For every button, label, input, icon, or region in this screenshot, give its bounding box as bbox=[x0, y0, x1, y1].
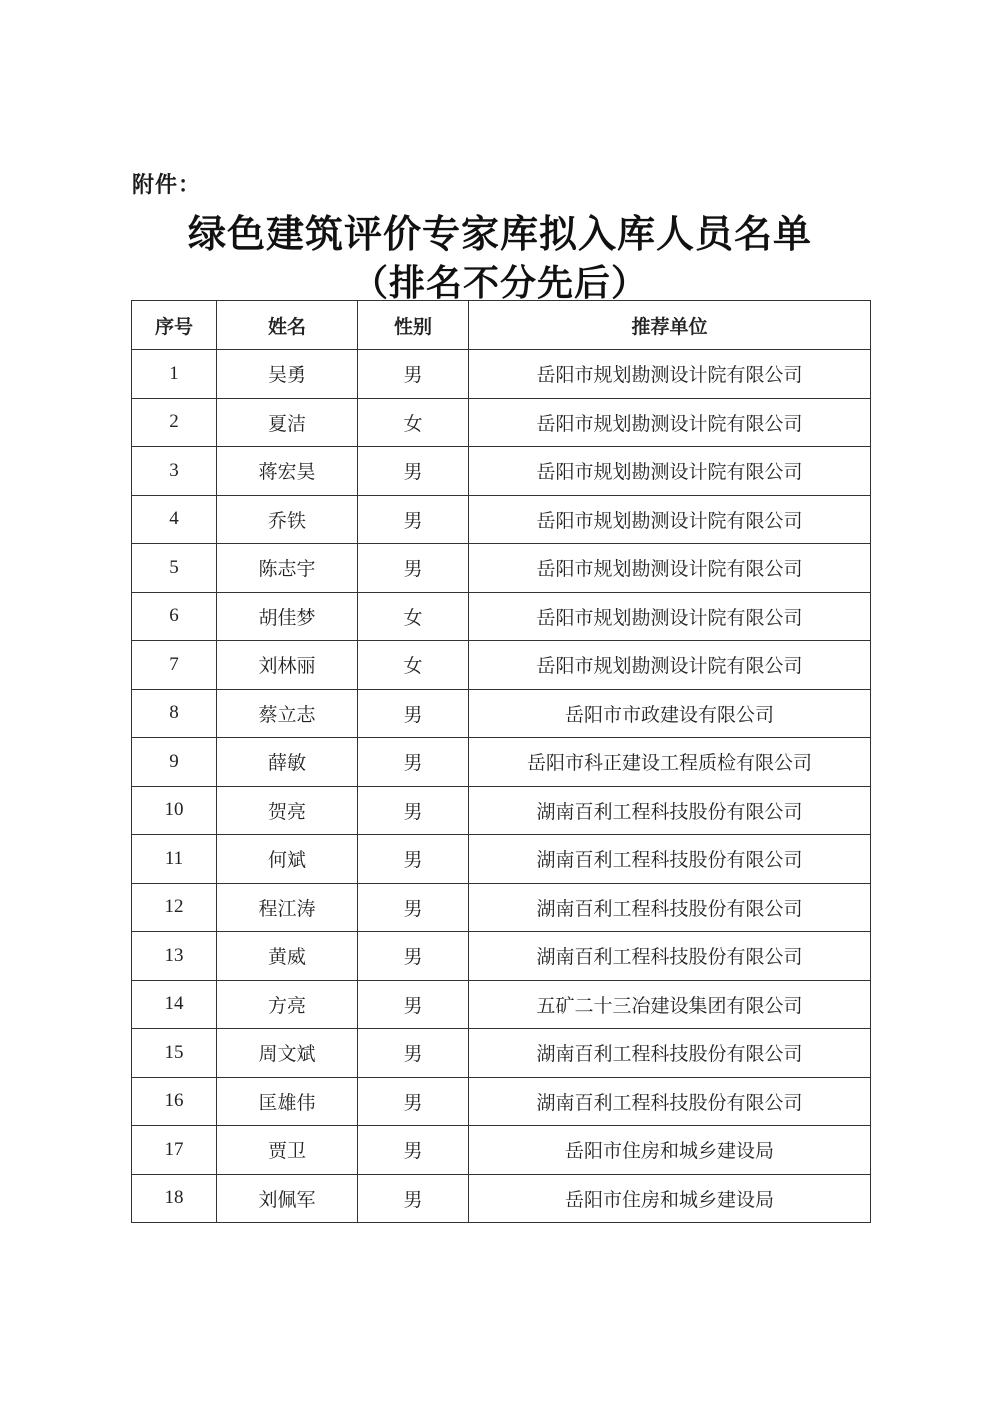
cell-serial-number: 14 bbox=[132, 980, 217, 1029]
table-row bbox=[132, 398, 871, 447]
cell-serial-number: 3 bbox=[132, 447, 217, 496]
cell-recommending-unit: 岳阳市市政建设有限公司 bbox=[469, 689, 871, 738]
cell-recommending-unit: 湖南百利工程科技股份有限公司 bbox=[469, 786, 871, 835]
cell-recommending-unit: 岳阳市规划勘测设计院有限公司 bbox=[469, 447, 871, 496]
cell-serial-number: 18 bbox=[132, 1174, 217, 1223]
cell-recommending-unit: 岳阳市规划勘测设计院有限公司 bbox=[469, 641, 871, 690]
cell-recommending-unit: 五矿二十三冶建设集团有限公司 bbox=[469, 980, 871, 1029]
document-title: 绿色建筑评价专家库拟入库人员名单 bbox=[187, 212, 812, 256]
cell-serial-number: 16 bbox=[132, 1077, 217, 1126]
table-row bbox=[132, 738, 871, 787]
cell-gender: 男 bbox=[358, 1174, 469, 1223]
table-row bbox=[132, 932, 871, 981]
table-row bbox=[132, 835, 871, 884]
cell-name: 方亮 bbox=[217, 980, 358, 1029]
cell-gender: 男 bbox=[358, 932, 469, 981]
cell-name: 黄威 bbox=[217, 932, 358, 981]
cell-serial-number: 6 bbox=[132, 592, 217, 641]
cell-recommending-unit: 湖南百利工程科技股份有限公司 bbox=[469, 1029, 871, 1078]
cell-name: 夏洁 bbox=[217, 398, 358, 447]
table-row bbox=[132, 350, 871, 399]
cell-name: 薛敏 bbox=[217, 738, 358, 787]
cell-gender: 男 bbox=[358, 350, 469, 399]
cell-gender: 男 bbox=[358, 835, 469, 884]
cell-gender: 男 bbox=[358, 1126, 469, 1175]
table-row bbox=[132, 592, 871, 641]
expert-roster-table bbox=[131, 300, 871, 1223]
table-row bbox=[132, 786, 871, 835]
header-recommending-unit: 推荐单位 bbox=[469, 301, 871, 350]
cell-serial-number: 17 bbox=[132, 1126, 217, 1175]
cell-name: 周文斌 bbox=[217, 1029, 358, 1078]
cell-serial-number: 11 bbox=[132, 835, 217, 884]
cell-recommending-unit: 岳阳市规划勘测设计院有限公司 bbox=[469, 495, 871, 544]
cell-serial-number: 10 bbox=[132, 786, 217, 835]
cell-name: 吴勇 bbox=[217, 350, 358, 399]
cell-gender: 男 bbox=[358, 786, 469, 835]
cell-serial-number: 1 bbox=[132, 350, 217, 399]
table-row bbox=[132, 1077, 871, 1126]
cell-serial-number: 9 bbox=[132, 738, 217, 787]
cell-recommending-unit: 湖南百利工程科技股份有限公司 bbox=[469, 1077, 871, 1126]
cell-gender: 女 bbox=[358, 641, 469, 690]
attachment-label: 附件： bbox=[132, 173, 202, 198]
cell-recommending-unit: 岳阳市科正建设工程质检有限公司 bbox=[469, 738, 871, 787]
cell-name: 贺亮 bbox=[217, 786, 358, 835]
cell-gender: 女 bbox=[358, 398, 469, 447]
cell-name: 贾卫 bbox=[217, 1126, 358, 1175]
table-row bbox=[132, 883, 871, 932]
cell-recommending-unit: 湖南百利工程科技股份有限公司 bbox=[469, 932, 871, 981]
cell-serial-number: 12 bbox=[132, 883, 217, 932]
cell-recommending-unit: 岳阳市住房和城乡建设局 bbox=[469, 1126, 871, 1175]
cell-name: 匡雄伟 bbox=[217, 1077, 358, 1126]
header-gender: 性别 bbox=[358, 301, 469, 350]
cell-recommending-unit: 岳阳市规划勘测设计院有限公司 bbox=[469, 544, 871, 593]
cell-gender: 男 bbox=[358, 495, 469, 544]
table-row bbox=[132, 447, 871, 496]
cell-recommending-unit: 湖南百利工程科技股份有限公司 bbox=[469, 883, 871, 932]
cell-serial-number: 8 bbox=[132, 689, 217, 738]
cell-gender: 男 bbox=[358, 544, 469, 593]
cell-name: 蒋宏昊 bbox=[217, 447, 358, 496]
document-subtitle: （排名不分先后） bbox=[351, 263, 648, 304]
header-name: 姓名 bbox=[217, 301, 358, 350]
cell-gender: 男 bbox=[358, 738, 469, 787]
cell-recommending-unit: 岳阳市规划勘测设计院有限公司 bbox=[469, 350, 871, 399]
cell-name: 蔡立志 bbox=[217, 689, 358, 738]
table-row bbox=[132, 641, 871, 690]
cell-serial-number: 2 bbox=[132, 398, 217, 447]
table-header-row bbox=[132, 301, 871, 350]
cell-name: 刘林丽 bbox=[217, 641, 358, 690]
cell-gender: 男 bbox=[358, 689, 469, 738]
cell-name: 刘佩军 bbox=[217, 1174, 358, 1223]
table-row bbox=[132, 980, 871, 1029]
cell-name: 程江涛 bbox=[217, 883, 358, 932]
table-row bbox=[132, 1126, 871, 1175]
cell-name: 胡佳梦 bbox=[217, 592, 358, 641]
cell-gender: 女 bbox=[358, 592, 469, 641]
cell-recommending-unit: 岳阳市住房和城乡建设局 bbox=[469, 1174, 871, 1223]
cell-gender: 男 bbox=[358, 447, 469, 496]
cell-serial-number: 13 bbox=[132, 932, 217, 981]
cell-gender: 男 bbox=[358, 1029, 469, 1078]
table-row bbox=[132, 544, 871, 593]
cell-recommending-unit: 岳阳市规划勘测设计院有限公司 bbox=[469, 398, 871, 447]
header-serial-number: 序号 bbox=[132, 301, 217, 350]
cell-serial-number: 5 bbox=[132, 544, 217, 593]
table-body bbox=[132, 350, 871, 1223]
cell-gender: 男 bbox=[358, 1077, 469, 1126]
table-row bbox=[132, 689, 871, 738]
cell-recommending-unit: 湖南百利工程科技股份有限公司 bbox=[469, 835, 871, 884]
cell-name: 何斌 bbox=[217, 835, 358, 884]
cell-name: 陈志宇 bbox=[217, 544, 358, 593]
cell-recommending-unit: 岳阳市规划勘测设计院有限公司 bbox=[469, 592, 871, 641]
cell-name: 乔铁 bbox=[217, 495, 358, 544]
table-row bbox=[132, 1174, 871, 1223]
cell-gender: 男 bbox=[358, 980, 469, 1029]
cell-serial-number: 4 bbox=[132, 495, 217, 544]
cell-gender: 男 bbox=[358, 883, 469, 932]
table-row bbox=[132, 1029, 871, 1078]
cell-serial-number: 15 bbox=[132, 1029, 217, 1078]
table-row bbox=[132, 495, 871, 544]
cell-serial-number: 7 bbox=[132, 641, 217, 690]
